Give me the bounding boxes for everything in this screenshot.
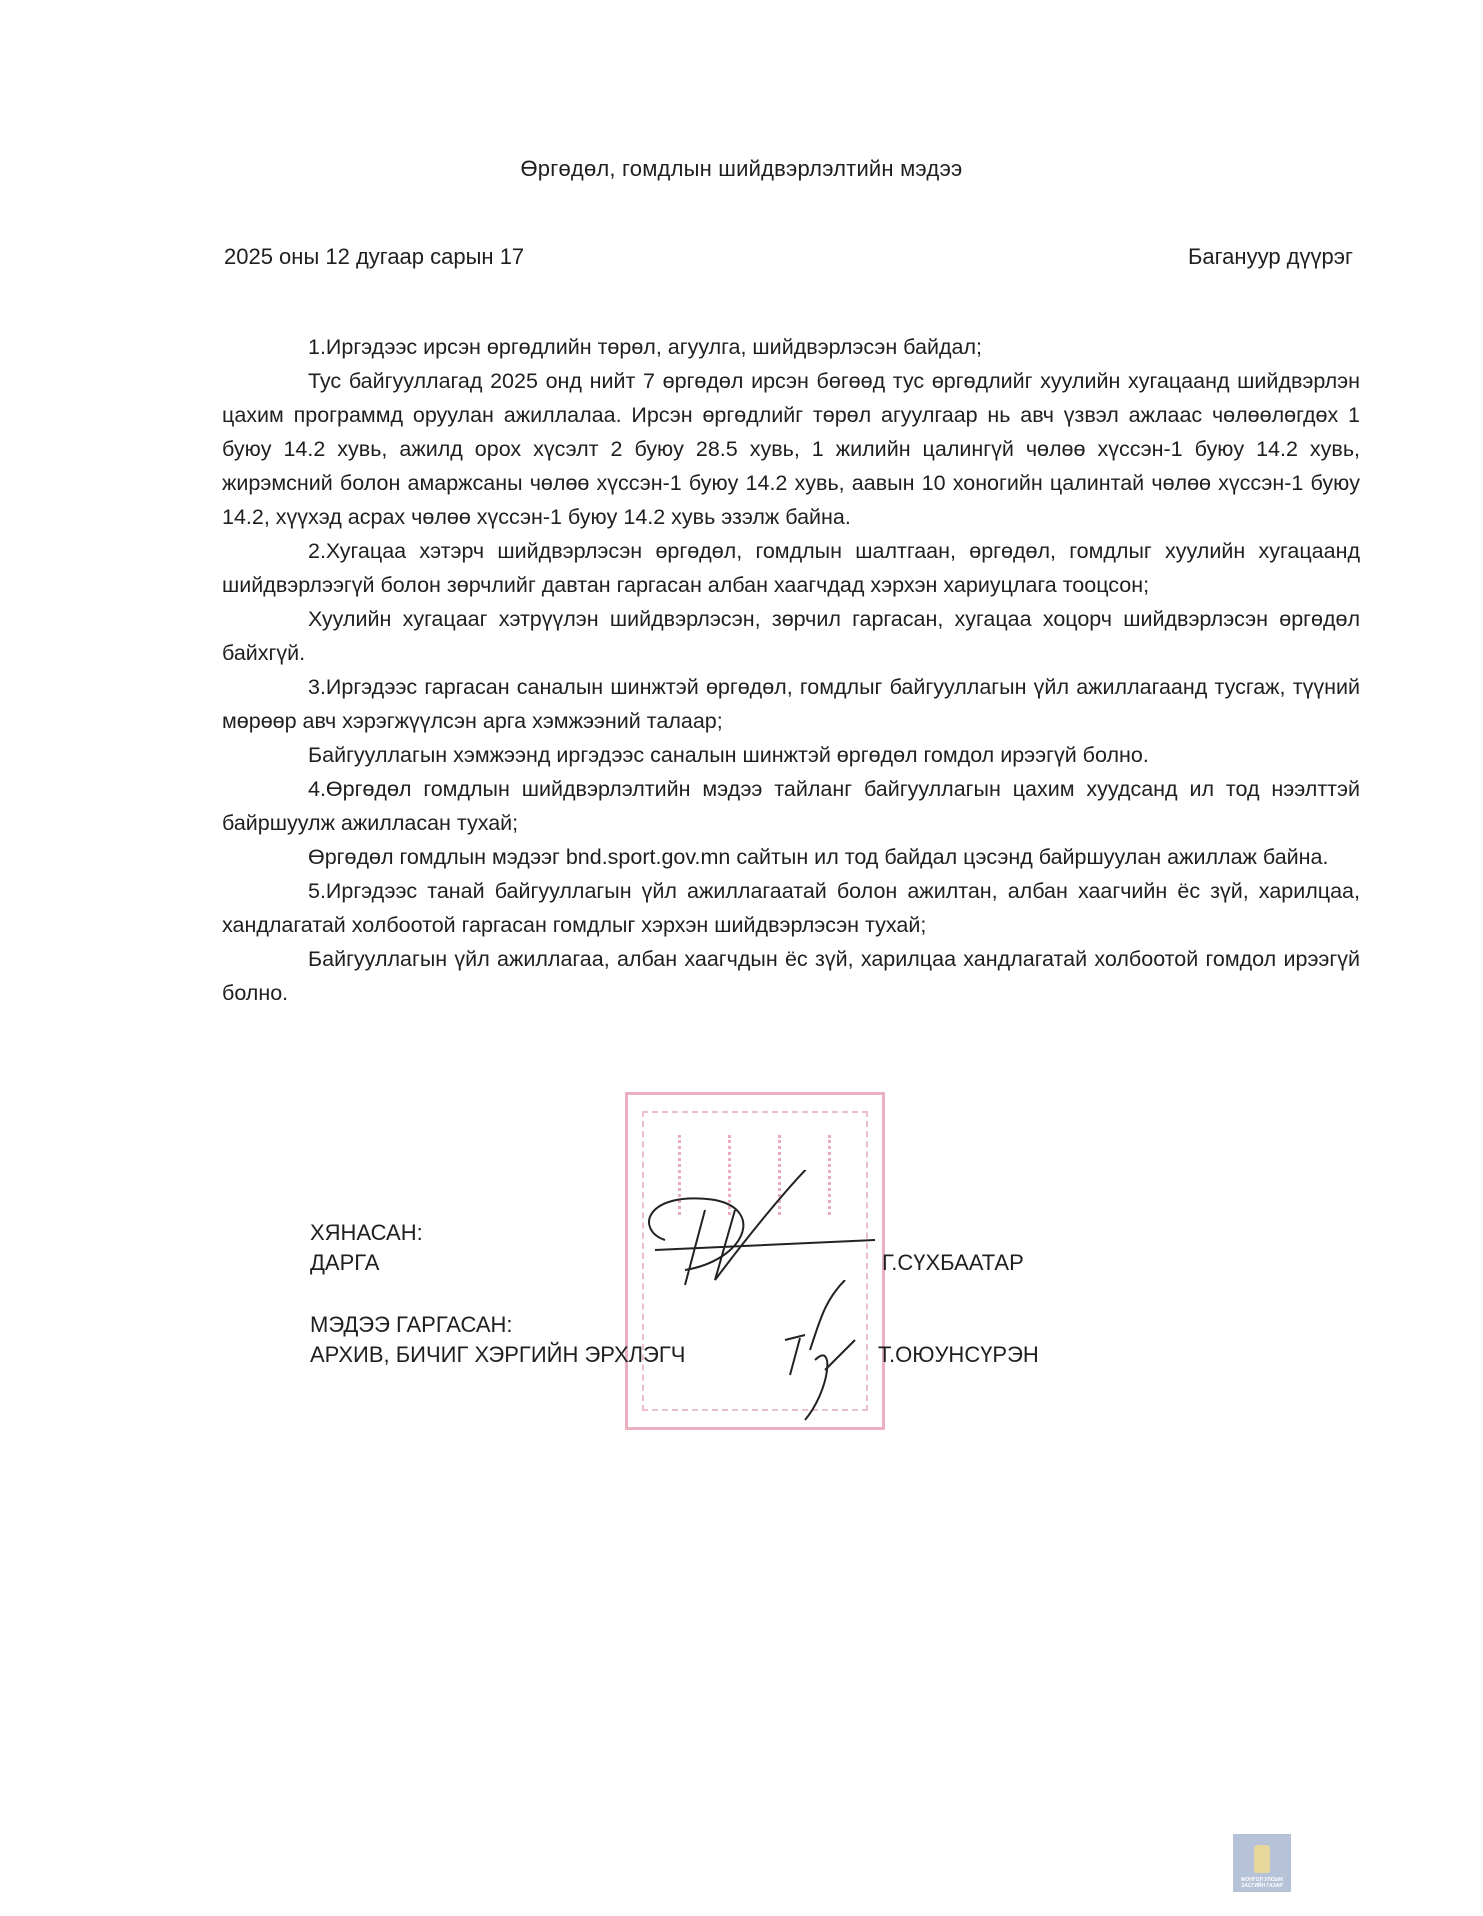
issuer-label-line2: АРХИВ, БИЧИГ ХЭРГИЙН ЭРХЛЭГЧ <box>310 1342 686 1367</box>
paragraph: Тус байгууллагад 2025 онд нийт 7 өргөдөл ирсэн бөгөөд тус өргөдлийг хуулийн хугацаанд шийдвэрлэн цахим программд оруулан ажиллалаа. Ирсэн өргөдлийг төрөл агуулгаар нь авч үзвэл ажлаас чөлөөлөгдөх 1 буюу 14.2 хувь, ажилд орох хүсэлт 2 буюу 28.5 хувь, 1 жилийн цалингүй чөлөө хүссэн-1 буюу 14.2 хувь, жирэмсний болон амаржсаны чөлөө хүссэн-1 буюу 14.2 хувь, аавын 10 хоногийн цалинтай чөлөө хүссэн-1 буюу 14.2, хүүхэд асрах чөлөө хүссэн-1 буюу 14.2 хувь эзэлж байна. <box>222 369 1360 529</box>
paragraph: Байгууллагын үйл ажиллагаа, албан хаагчдын ёс зүй, харилцаа хандлагатай холбоотой гомдол ирээгүй болно. <box>222 947 1360 1005</box>
issuer-label <box>310 1310 685 1370</box>
paragraph: Хуулийн хугацааг хэтрүүлэн шийдвэрлэсэн, зөрчил гаргасан, хугацаа хоцорч шийдвэрлэсэн өргөдөл байхгүй. <box>222 607 1360 665</box>
paragraph: 2.Хугацаа хэтэрч шийдвэрлэсэн өргөдөл, гомдлын шалтгаан, өргөдөл, гомдлыг хуулийн хугацаанд шийдвэрлээгүй болон зөрчлийг давтан гаргасан албан хаагчдад хэрхэн хариуцлага тооцсон; <box>222 539 1360 597</box>
document-body <box>222 330 1360 1010</box>
document-date: 2025 оны 12 дугаар сарын 17 <box>224 244 525 269</box>
document-title: Өргөдөл, гомдлын шийдвэрлэлтийн мэдээ <box>520 156 963 181</box>
logo-text-line2: ЗАСГИЙН ГАЗАР <box>1241 1883 1283 1889</box>
logo-text <box>1241 1877 1283 1889</box>
paragraph: 3.Иргэдээс гаргасан саналын шинжтэй өргөдөл, гомдлыг байгууллагын үйл ажиллагаанд тусгаж, түүний мөрөөр авч хэрэгжүүлсэн арга хэмжээний талаар; <box>222 675 1360 733</box>
paragraph: Өргөдөл гомдлын мэдээг bnd.sport.gov.mn сайтын ил тод байдал цэсэнд байршуулан ажиллаж байна. <box>308 845 1329 869</box>
signature-director <box>625 1170 885 1290</box>
reviewer-label-line1: ХЯНАСАН: <box>310 1220 423 1245</box>
reviewer-name: Г.СҮХБААТАР <box>882 1250 1024 1275</box>
soyombo-emblem-icon <box>1254 1845 1270 1873</box>
issuer-name: Т.ОЮУНСҮРЭН <box>878 1342 1039 1367</box>
reviewer-label <box>310 1218 423 1278</box>
paragraph: 5.Иргэдээс танай байгууллагын үйл ажиллагаатай болон ажилтан, албан хаагчийн ёс зүй, харилцаа, хандлагатай холбоотой гаргасан гомдлыг хэрхэн шийдвэрлэсэн тухай; <box>222 879 1360 937</box>
reviewer-label-line2: ДАРГА <box>310 1250 380 1275</box>
paragraph: 1.Иргэдээс ирсэн өргөдлийн төрөл, агуулга, шийдвэрлэсэн байдал; <box>308 335 982 359</box>
issuer-label-line1: МЭДЭЭ ГАРГАСАН: <box>310 1312 513 1337</box>
paragraph: Байгууллагын хэмжээнд иргэдээс саналын шинжтэй өргөдөл гомдол ирээгүй болно. <box>308 743 1149 767</box>
signature-archivist <box>775 1280 885 1430</box>
document-district: Багануур дүүрэг <box>1187 244 1353 269</box>
logo-text-line1: МОНГОЛ УЛСЫН <box>1241 1877 1283 1883</box>
government-logo <box>1233 1834 1291 1892</box>
paragraph: 4.Өргөдөл гомдлын шийдвэрлэлтийн мэдээ тайланг байгууллагын цахим хуудсанд ил тод нээлттэй байршуулж ажилласан тухай; <box>222 777 1360 835</box>
